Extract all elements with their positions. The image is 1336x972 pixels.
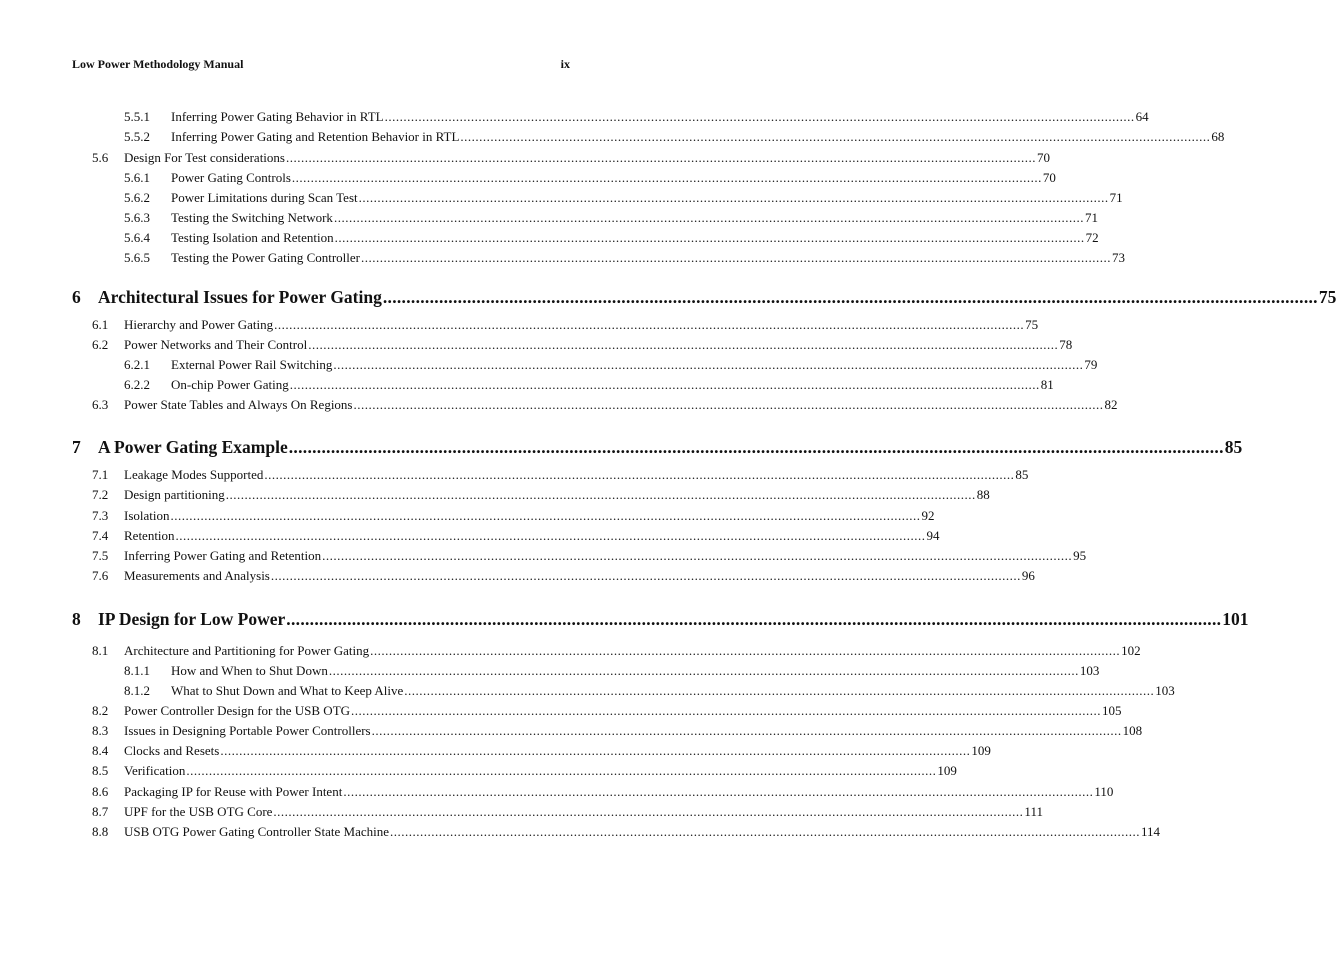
- toc-entry-page: 85: [1224, 437, 1243, 457]
- toc-entry-title: Isolation: [124, 508, 170, 523]
- toc-entry-page: 81: [1040, 377, 1054, 392]
- toc-entry-page: 114: [1141, 824, 1161, 839]
- toc-entry[interactable]: [0, 248, 1126, 268]
- toc-entry-number: 6.3: [92, 397, 109, 412]
- toc-entry-title: Power Limitations during Scan Test: [171, 190, 358, 205]
- toc-entry-number: 5.6.2: [124, 190, 150, 205]
- dot-leader: ........................................................................................................................................................................................................: [175, 528, 926, 543]
- toc-entry-number: 8.5: [92, 763, 109, 778]
- toc-entry-number: 6.1: [92, 317, 109, 332]
- toc-entry-number: 6.2.2: [124, 377, 150, 392]
- toc-entry-title: Leakage Modes Supported: [124, 467, 264, 482]
- toc-entry-number: 5.5.2: [124, 129, 150, 144]
- toc-entry-row: [124, 701, 1122, 721]
- toc-entry-number: 8.1: [92, 643, 109, 658]
- dot-leader: ........................................................................................................................................................................................................: [308, 337, 1059, 352]
- toc-entry-number: 7.4: [92, 528, 109, 543]
- toc-entry-number: 5.6.4: [124, 230, 150, 245]
- toc-entry-title: Verification: [124, 763, 186, 778]
- toc-entry[interactable]: [0, 107, 1149, 127]
- toc-entry-title: Power Controller Design for the USB OTG: [124, 703, 351, 718]
- toc-entry-row: [98, 434, 1243, 460]
- toc-entry-row: [124, 315, 1039, 335]
- toc-entry-title: Clocks and Resets: [124, 743, 220, 758]
- toc-entry-page: 68: [1211, 129, 1225, 144]
- toc-entry-number: 7.3: [92, 508, 109, 523]
- toc-entry-page: 79: [1084, 357, 1098, 372]
- dot-leader: ........................................................................................................................................................................................................: [390, 824, 1141, 839]
- toc-entry-row: [124, 526, 940, 546]
- toc-entry-title: Inferring Power Gating and Retention Behavior in RTL: [171, 129, 460, 144]
- toc-entry[interactable]: [0, 375, 1054, 395]
- toc-entry-row: [124, 721, 1143, 741]
- toc-entry-number: 5.6: [92, 150, 109, 165]
- toc-entry-page: 109: [937, 763, 957, 778]
- dot-leader: ........................................................................................................................................................................................................: [270, 568, 1021, 583]
- toc-entry-title: Testing the Switching Network: [171, 210, 333, 225]
- toc-entry-number: 8.8: [92, 824, 109, 839]
- toc-entry-title: Issues in Designing Portable Power Controllers: [124, 723, 371, 738]
- dot-leader: ........................................................................................................................................................................................................: [289, 377, 1040, 392]
- toc-entry-title: Hierarchy and Power Gating: [124, 317, 274, 332]
- toc-entry-page: 101: [1222, 609, 1249, 629]
- dot-leader: ........................................................................................................................................................................................................: [273, 804, 1024, 819]
- toc-entry-number: 8.7: [92, 804, 109, 819]
- toc-entry[interactable]: [0, 485, 990, 505]
- toc-entry-number: 7: [72, 437, 81, 457]
- toc-entry[interactable]: [0, 566, 1035, 586]
- toc-entry-number: 5.6.1: [124, 170, 150, 185]
- dot-leader: ........................................................................................................................................................................................................: [286, 609, 1222, 629]
- toc-entry-page: 111: [1024, 804, 1043, 819]
- toc-entry-page: 109: [971, 743, 991, 758]
- toc-entry-row: [171, 375, 1054, 395]
- toc-entry[interactable]: [0, 546, 1087, 566]
- toc-entry-page: 70: [1042, 170, 1056, 185]
- toc-entry-row: [171, 681, 1175, 701]
- dot-leader: ........................................................................................................................................................................................................: [285, 150, 1036, 165]
- toc-entry-page: 72: [1085, 230, 1099, 245]
- page-number: ix: [560, 57, 570, 71]
- toc-entry-title: Architectural Issues for Power Gating: [98, 287, 382, 307]
- toc-entry-number: 8.4: [92, 743, 109, 758]
- toc-entry[interactable]: [0, 661, 1100, 681]
- toc-entry-title: Testing the Power Gating Controller: [171, 250, 361, 265]
- toc-entry-number: 7.2: [92, 487, 109, 502]
- toc-entry-page: 71: [1084, 210, 1098, 225]
- toc-entry-row: [124, 822, 1161, 842]
- dot-leader: ........................................................................................................................................................................................................: [170, 508, 921, 523]
- toc-entry-page: 103: [1155, 683, 1175, 698]
- toc-entry-number: 8.1.1: [124, 663, 150, 678]
- toc-entry-page: 108: [1122, 723, 1143, 738]
- toc-entry[interactable]: [0, 188, 1123, 208]
- toc-entry-row: [124, 761, 957, 781]
- toc-entry[interactable]: [0, 168, 1056, 188]
- toc-entry[interactable]: [0, 148, 1050, 168]
- toc-entry-title: A Power Gating Example: [98, 437, 288, 457]
- toc-entry-row: [124, 782, 1114, 802]
- toc-entry[interactable]: [0, 741, 991, 761]
- toc-entry-row: [98, 606, 1249, 632]
- toc-entry-title: Architecture and Partitioning for Power Gating: [124, 643, 370, 658]
- dot-leader: ........................................................................................................................................................................................................: [343, 784, 1094, 799]
- toc-entry-page: 96: [1021, 568, 1035, 583]
- dot-leader: ........................................................................................................................................................................................................: [361, 250, 1112, 265]
- dot-leader: ........................................................................................................................................................................................................: [404, 683, 1155, 698]
- toc-entry[interactable]: [0, 701, 1122, 721]
- dot-leader: ........................................................................................................................................................................................................: [370, 643, 1121, 658]
- toc-entry-page: 94: [926, 528, 940, 543]
- toc-entry-title: On-chip Power Gating: [171, 377, 289, 392]
- toc-entry[interactable]: [0, 208, 1098, 228]
- toc-entry-title: Measurements and Analysis: [124, 568, 270, 583]
- toc-chapter-entry[interactable]: [0, 284, 1336, 310]
- toc-entry-number: 8: [72, 609, 81, 629]
- toc-entry-page: 82: [1104, 397, 1118, 412]
- toc-entry-page: 85: [1015, 467, 1029, 482]
- toc-entry-page: 64: [1135, 109, 1149, 124]
- toc-entry-number: 7.6: [92, 568, 109, 583]
- toc-entry-title: UPF for the USB OTG Core: [124, 804, 273, 819]
- toc-entry-row: [171, 188, 1123, 208]
- toc-entry-row: [171, 107, 1149, 127]
- toc-entry-row: [124, 506, 935, 526]
- toc-entry-title: Inferring Power Gating and Retention: [124, 548, 322, 563]
- toc-entry-page: 92: [921, 508, 935, 523]
- toc-entry-page: 78: [1059, 337, 1073, 352]
- dot-leader: ........................................................................................................................................................................................................: [220, 743, 971, 758]
- toc-entry[interactable]: [0, 335, 1073, 355]
- dot-leader: ........................................................................................................................................................................................................: [351, 703, 1102, 718]
- toc-entry-row: [171, 208, 1098, 228]
- toc-entry[interactable]: [0, 395, 1118, 415]
- toc-entry-number: 8.2: [92, 703, 109, 718]
- toc-entry-page: 95: [1073, 548, 1087, 563]
- toc-entry[interactable]: [0, 465, 1029, 485]
- dot-leader: ........................................................................................................................................................................................................: [328, 663, 1079, 678]
- dot-leader: ........................................................................................................................................................................................................: [333, 210, 1084, 225]
- toc-entry-row: [124, 641, 1141, 661]
- toc-entry-row: [124, 395, 1118, 415]
- toc-entry[interactable]: [0, 822, 1161, 842]
- toc-entry-row: [171, 168, 1056, 188]
- toc-entry-row: [171, 127, 1225, 147]
- toc-entry[interactable]: [0, 315, 1039, 335]
- toc-entry-title: What to Shut Down and What to Keep Alive: [171, 683, 404, 698]
- toc-entry-number: 8.1.2: [124, 683, 150, 698]
- toc-entry-title: IP Design for Low Power: [98, 609, 286, 629]
- toc-entry[interactable]: [0, 355, 1098, 375]
- toc-entry-page: 102: [1121, 643, 1141, 658]
- toc-entry-row: [124, 485, 990, 505]
- toc-entry-row: [171, 228, 1099, 248]
- toc-entry-page: 75: [1318, 287, 1336, 307]
- toc-entry-row: [124, 148, 1050, 168]
- toc-entry-row: [124, 566, 1035, 586]
- toc-entry-row: [124, 741, 991, 761]
- toc-entry-number: 5.6.3: [124, 210, 150, 225]
- toc-entry[interactable]: [0, 802, 1043, 822]
- toc-entry-row: [124, 802, 1043, 822]
- toc-entry-row: [171, 355, 1098, 375]
- toc-entry[interactable]: [0, 127, 1225, 147]
- toc-entry-title: Retention: [124, 528, 175, 543]
- toc-entry-page: 75: [1025, 317, 1039, 332]
- toc-entry-number: 6: [72, 287, 81, 307]
- toc-entry-number: 8.3: [92, 723, 109, 738]
- toc-entry[interactable]: [0, 761, 957, 781]
- toc-entry-title: USB OTG Power Gating Controller State Machine: [124, 824, 390, 839]
- toc-entry-title: Packaging IP for Reuse with Power Intent: [124, 784, 343, 799]
- toc-entry-row: [124, 335, 1073, 355]
- dot-leader: ........................................................................................................................................................................................................: [186, 763, 937, 778]
- toc-entry-number: 8.6: [92, 784, 109, 799]
- toc-entry-number: 5.5.1: [124, 109, 150, 124]
- dot-leader: ........................................................................................................................................................................................................: [274, 317, 1025, 332]
- toc-entry-title: Inferring Power Gating Behavior in RTL: [171, 109, 384, 124]
- toc-entry[interactable]: [0, 782, 1114, 802]
- toc-entry-number: 7.1: [92, 467, 109, 482]
- toc-entry[interactable]: [0, 228, 1099, 248]
- dot-leader: ........................................................................................................................................................................................................: [288, 437, 1224, 457]
- book-title: Low Power Methodology Manual: [72, 57, 244, 71]
- dot-leader: ........................................................................................................................................................................................................: [382, 287, 1318, 307]
- dot-leader: ........................................................................................................................................................................................................: [264, 467, 1015, 482]
- toc-entry-title: Power State Tables and Always On Regions: [124, 397, 353, 412]
- toc-entry-title: External Power Rail Switching: [171, 357, 333, 372]
- toc-entry-page: 73: [1112, 250, 1126, 265]
- toc-entry-row: [171, 661, 1100, 681]
- toc-entry-number: 6.2.1: [124, 357, 150, 372]
- dot-leader: ........................................................................................................................................................................................................: [384, 109, 1135, 124]
- toc-entry-page: 88: [976, 487, 990, 502]
- dot-leader: ........................................................................................................................................................................................................: [291, 170, 1042, 185]
- toc-entry-page: 105: [1102, 703, 1122, 718]
- toc-entry[interactable]: [0, 721, 1143, 741]
- toc-entry-page: 103: [1079, 663, 1100, 678]
- dot-leader: ........................................................................................................................................................................................................: [460, 129, 1211, 144]
- toc-entry-number: 6.2: [92, 337, 109, 352]
- dot-leader: ........................................................................................................................................................................................................: [371, 723, 1122, 738]
- toc-entry-row: [98, 284, 1336, 310]
- toc-entry-page: 70: [1036, 150, 1050, 165]
- toc-entry[interactable]: [0, 526, 940, 546]
- toc-entry-number: 5.6.5: [124, 250, 150, 265]
- dot-leader: ........................................................................................................................................................................................................: [333, 357, 1084, 372]
- toc-chapter-entry[interactable]: [0, 606, 1249, 632]
- toc-entry-number: 7.5: [92, 548, 109, 563]
- toc-entry[interactable]: [0, 681, 1175, 701]
- toc-entry-title: How and When to Shut Down: [171, 663, 328, 678]
- toc-entry-page: 110: [1094, 784, 1114, 799]
- toc-entry-row: [124, 546, 1087, 566]
- toc-entry-page: 71: [1109, 190, 1123, 205]
- toc-entry-row: [171, 248, 1126, 268]
- dot-leader: ........................................................................................................................................................................................................: [358, 190, 1109, 205]
- toc-entry-row: [124, 465, 1029, 485]
- toc-entry-title: Design partitioning: [124, 487, 225, 502]
- dot-leader: ........................................................................................................................................................................................................: [225, 487, 976, 502]
- toc-entry-title: Design For Test considerations: [124, 150, 285, 165]
- toc-entry-title: Testing Isolation and Retention: [171, 230, 334, 245]
- toc-chapter-entry[interactable]: [0, 434, 1243, 460]
- dot-leader: ........................................................................................................................................................................................................: [322, 548, 1073, 563]
- toc-entry[interactable]: [0, 506, 935, 526]
- dot-leader: ........................................................................................................................................................................................................: [353, 397, 1104, 412]
- toc-entry-title: Power Networks and Their Control: [124, 337, 308, 352]
- toc-entry-title: Power Gating Controls: [171, 170, 291, 185]
- toc-entry[interactable]: [0, 641, 1141, 661]
- dot-leader: ........................................................................................................................................................................................................: [334, 230, 1085, 245]
